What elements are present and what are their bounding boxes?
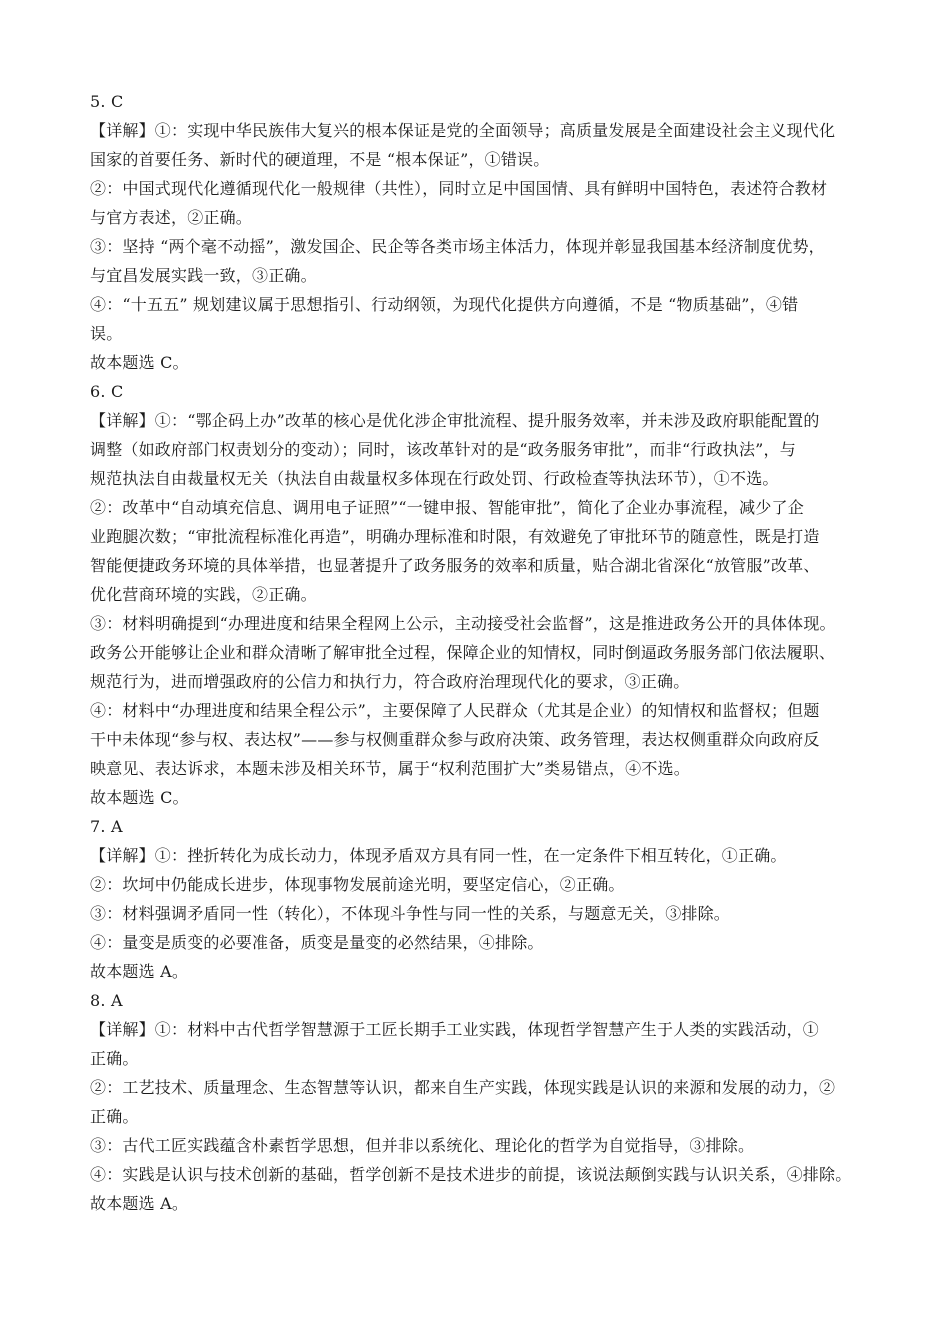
explanation-line: 误。 bbox=[90, 324, 123, 343]
explanation-line: 业跑腿次数；“审批流程标准化再造”，明确办理标准和时限，有效避免了审批环节的随意性，既是打造 bbox=[90, 527, 820, 546]
explanation-line: 【详解】①：“鄂企码上办”改革的核心是优化涉企审批流程、提升服务效率，并未涉及政府职能配置的 bbox=[90, 411, 820, 430]
explanation-line: ③：古代工匠实践蕴含朴素哲学思想，但并非以系统化、理论化的哲学为自觉指导，③排除。 bbox=[90, 1136, 755, 1155]
explanation-line: 与宜昌发展实践一致，③正确。 bbox=[90, 266, 317, 285]
document-page bbox=[90, 87, 864, 1218]
explanation-line: ②：工艺技术、质量理念、生态智慧等认识，都来自生产实践，体现实践是认识的来源和发展的动力，② bbox=[90, 1078, 836, 1097]
explanation-line: ③：材料明确提到“办理进度和结果全程网上公示，主动接受社会监督”，这是推进政务公开的具体体现。 bbox=[90, 614, 836, 633]
explanation-line: 映意见、表达诉求，本题未涉及相关环节，属于“权利范围扩大”类易错点，④不选。 bbox=[90, 759, 690, 778]
explanation-line: 国家的首要任务、新时代的硬道理，不是 “根本保证”，①错误。 bbox=[90, 150, 550, 169]
question-number: 5. C bbox=[90, 92, 124, 111]
explanation-line: 【详解】①：实现中华民族伟大复兴的根本保证是党的全面领导；高质量发展是全面建设社会主义现代化 bbox=[90, 121, 836, 140]
explanation-line: ③：坚持 “两个毫不动摇”，激发国企、民企等各类市场主体活力，体现并彰显我国基本经济制度优势， bbox=[90, 237, 825, 256]
explanation-line: 政务公开能够让企业和群众清晰了解审批全过程，保障企业的知情权，同时倒逼政务服务部门依法履职、 bbox=[90, 643, 836, 662]
explanation-line: ②：坎坷中仍能成长进步，体现事物发展前途光明，要坚定信心，②正确。 bbox=[90, 875, 625, 894]
explanation-line: ④：量变是质变的必要准备，质变是量变的必然结果，④排除。 bbox=[90, 933, 544, 952]
explanation-line: 智能便捷政务环境的具体举措，也显著提升了政务服务的效率和质量，贴合湖北省深化“放管服”改革、 bbox=[90, 556, 820, 575]
explanation-line: ②：中国式现代化遵循现代化一般规律（共性），同时立足中国国情、具有鲜明中国特色，表述符合教材 bbox=[90, 179, 828, 198]
explanation-line: 与官方表述，②正确。 bbox=[90, 208, 253, 227]
explanation-line: 正确。 bbox=[90, 1049, 139, 1068]
question-number: 7. A bbox=[90, 817, 123, 836]
explanation-line: ③：材料强调矛盾同一性（转化），不体现斗争性与同一性的关系，与题意无关，③排除。 bbox=[90, 904, 731, 923]
question-number: 6. C bbox=[90, 382, 124, 401]
explanation-line: ④：材料中“办理进度和结果全程公示”，主要保障了人民群众（尤其是企业）的知情权和监督权；但题 bbox=[90, 701, 820, 720]
answer-line: 故本题选 C。 bbox=[90, 788, 189, 807]
explanation-line: 【详解】①：材料中古代哲学智慧源于工匠长期手工业实践，体现哲学智慧产生于人类的实践活动，① bbox=[90, 1020, 820, 1039]
explanation-line: 规范行为，进而增强政府的公信力和执行力，符合政府治理现代化的要求，③正确。 bbox=[90, 672, 690, 691]
answer-line: 故本题选 A。 bbox=[90, 962, 189, 981]
explanation-line: ④：“十五五” 规划建议属于思想指引、行动纲领，为现代化提供方向遵循，不是 “物质基础”，④错 bbox=[90, 295, 799, 314]
explanation-line: ④：实践是认识与技术创新的基础，哲学创新不是技术进步的前提，该说法颠倒实践与认识关系，④排除。 bbox=[90, 1165, 852, 1184]
answer-line: 故本题选 C。 bbox=[90, 353, 189, 372]
answer-line: 故本题选 A。 bbox=[90, 1194, 189, 1213]
explanation-line: 【详解】①：挫折转化为成长动力，体现矛盾双方具有同一性，在一定条件下相互转化，①正确。 bbox=[90, 846, 787, 865]
explanation-line: 正确。 bbox=[90, 1107, 139, 1126]
explanation-line: ②：改革中“自动填充信息、调用电子证照”“一键申报、智能审批”，简化了企业办事流程，减少了企 bbox=[90, 498, 804, 517]
explanation-line: 调整（如政府部门权责划分的变动）；同时，该改革针对的是“政务服务审批”，而非“行政执法”，与 bbox=[90, 440, 796, 459]
explanation-line: 规范执法自由裁量权无关（执法自由裁量权多体现在行政处罚、行政检查等执法环节），①不选。 bbox=[90, 469, 779, 488]
explanation-line: 干中未体现“参与权、表达权”——参与权侧重群众参与政府决策、政务管理，表达权侧重群众向政府反 bbox=[90, 730, 820, 749]
question-number: 8. A bbox=[90, 991, 123, 1010]
explanation-line: 优化营商环境的实践，②正确。 bbox=[90, 585, 317, 604]
